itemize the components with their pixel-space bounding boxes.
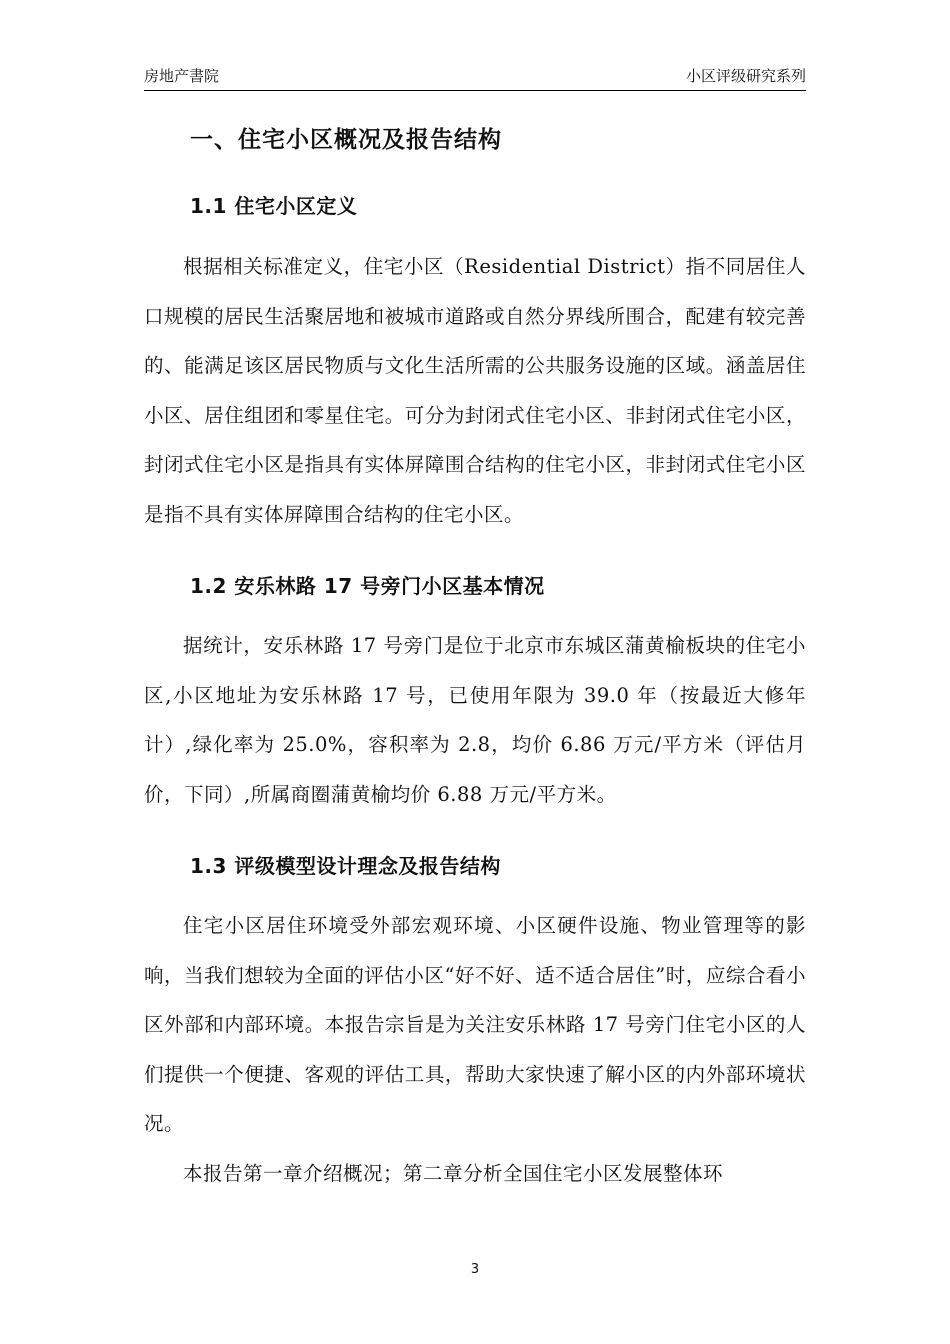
page-header (144, 66, 806, 91)
section-heading-1-1: 1.1 住宅小区定义 (190, 194, 358, 218)
paragraph-report-structure: 本报告第一章介绍概况；第二章分析全国住宅小区发展整体环 (183, 1161, 724, 1185)
paragraph-definition: 根据相关标准定义，住宅小区（Residential District）指不同居住人口规模的居民生活聚居地和被城市道路或自然分界线所围合，配建有较完善的、能满足该区居民物质与文化生活所需的公共服务设施的区域。涵盖居住小区、居住组团和零星住宅。可分为封闭式住宅小区、非封闭式住宅小区，封闭式住宅小区是指具有实体屏障围合结构的住宅小区，非封闭式住宅小区是指不具有实体屏障围合结构的住宅小区。 (144, 255, 806, 526)
paragraph-design-concept: 住宅小区居住环境受外部宏观环境、小区硬件设施、物业管理等的影响，当我们想较为全面的评估小区“好不好、适不适合居住”时，应综合看小区外部和内部环境。本报告宗旨是为关注安乐林路 17 号旁门住宅小区的人们提供一个便捷、客观的评估工具，帮助大家快速了解小区的内外部环境状况。 (144, 914, 806, 1135)
header-publisher: 房地产書院 (144, 67, 220, 85)
section-heading-1-3: 1.3 评级模型设计理念及报告结构 (190, 854, 501, 878)
header-series-title: 小区评级研究系列 (685, 67, 806, 85)
section-heading-1-2: 1.2 安乐林路 17 号旁门小区基本情况 (190, 574, 545, 598)
page-content (144, 110, 806, 1198)
paragraph-basic-info: 据统计，安乐林路 17 号旁门是位于北京市东城区蒲黄榆板块的住宅小区,小区地址为安乐林路 17 号，已使用年限为 39.0 年（按最近大修年计）,绿化率为 25.0%，容积率为 2.8，均价 6.86 万元/平方米（评估月价，下同）,所属商圈蒲黄榆均价 6.88 万元/平方米。 (144, 634, 806, 806)
chapter-title: 一、住宅小区概况及报告结构 (190, 127, 502, 153)
page-number: 3 (470, 1262, 480, 1277)
